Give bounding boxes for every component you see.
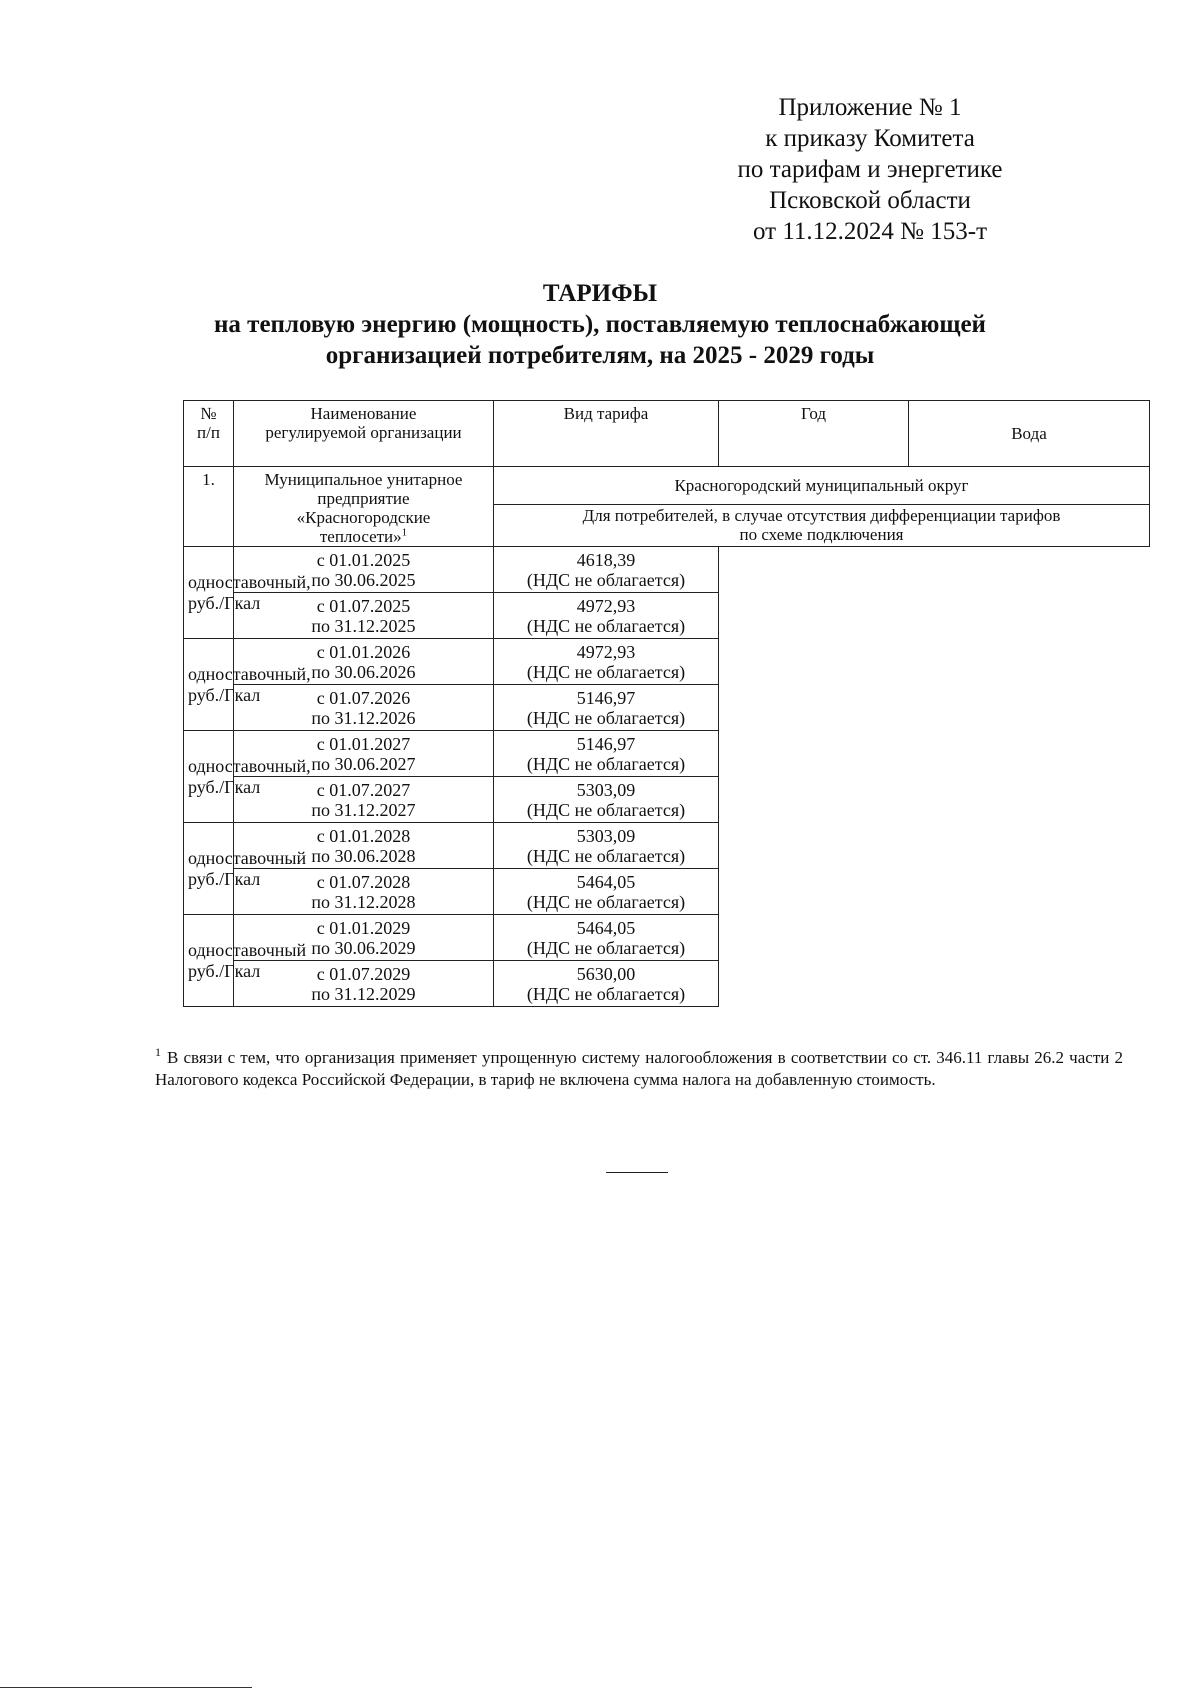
- appendix-line: Псковской области: [769, 187, 971, 214]
- organization-name: Муниципальное унитарное предприятие «Красногородские теплосети»$^1$: [234, 467, 494, 547]
- title-line: на тепловую энергию (мощность), поставляемую теплоснабжающей: [214, 311, 986, 338]
- tariff-period: с 01.01.2027 по 30.06.2027: [234, 731, 494, 777]
- table-header-row: [184, 401, 1150, 467]
- title-line: ТАРИФЫ: [542, 280, 658, 307]
- header-tariff-type: Вид тарифа: [494, 401, 719, 467]
- appendix-block: [700, 92, 1040, 247]
- tariff-table: [183, 400, 1150, 1007]
- tariff-period: с 01.07.2029 по 31.12.2029: [234, 961, 494, 1007]
- tariff-period: с 01.07.2028 по 31.12.2028: [234, 869, 494, 915]
- region-name: Красногородский муниципальный округ: [494, 467, 1150, 505]
- tariff-rows: [184, 547, 1150, 1007]
- end-divider: [606, 1172, 668, 1173]
- tariff-value: 5146,97 (НДС не облагается): [494, 731, 719, 777]
- tariff-value: 5630,00 (НДС не облагается): [494, 961, 719, 1007]
- footnote-reference: 1: [401, 526, 408, 539]
- tariff-type: одноставочный руб./Гкал: [184, 915, 234, 1007]
- appendix-line: по тарифам и энергетике: [737, 156, 1003, 183]
- consumer-group: Для потребителей, в случае отсутствия дифференциации тарифов по схеме подключения: [494, 504, 1150, 546]
- row-number: 1.: [184, 467, 234, 547]
- table-row: [184, 823, 1150, 869]
- tariff-value: 5303,09 (НДС не облагается): [494, 823, 719, 869]
- tariff-value: 4972,93 (НДС не облагается): [494, 593, 719, 639]
- header-number: № п/п: [184, 401, 234, 467]
- tariff-period: с 01.01.2025 по 30.06.2025: [234, 547, 494, 593]
- table-row: [184, 639, 1150, 685]
- table-row: [184, 869, 1150, 915]
- appendix-line: к приказу Комитета: [765, 125, 975, 152]
- footnote-mark: 1: [155, 1045, 161, 1060]
- tariff-type: одноставочный руб./Гкал: [184, 823, 234, 915]
- title-line: организацией потребителям, на 2025 - 2029 годы: [325, 342, 875, 369]
- appendix-line: от 11.12.2024 № 153-т: [752, 218, 988, 245]
- tariff-value: 4972,93 (НДС не облагается): [494, 639, 719, 685]
- table-row: [184, 547, 1150, 593]
- tariff-value: 5464,05 (НДС не облагается): [494, 915, 719, 961]
- table-row: [184, 685, 1150, 731]
- tariff-period: с 01.07.2026 по 31.12.2026: [234, 685, 494, 731]
- tariff-value: 5464,05 (НДС не облагается): [494, 869, 719, 915]
- tariff-period: с 01.01.2026 по 30.06.2026: [234, 639, 494, 685]
- table-row: [184, 915, 1150, 961]
- table-row: [184, 731, 1150, 777]
- header-year: Год: [719, 401, 909, 467]
- tariff-type: одноставочный, руб./Гкал: [184, 639, 234, 731]
- tariff-period: с 01.01.2029 по 30.06.2029: [234, 915, 494, 961]
- footnote: [155, 1047, 1123, 1091]
- tariff-type: одноставочный, руб./Гкал: [184, 547, 234, 639]
- header-water: Вода: [909, 401, 1150, 467]
- footnote-text: В связи с тем, что организация применяет упрощенную систему налогообложения в соответствии со ст. 346.11 главы 26.2 части 2 Налогового кодекса Российской Федерации, в тариф не включена сумма налога на добавленную стоимость.: [155, 1048, 1123, 1089]
- tariff-period: с 01.07.2027 по 31.12.2027: [234, 777, 494, 823]
- tariff-value: 5146,97 (НДС не облагается): [494, 685, 719, 731]
- document-title: [150, 278, 1050, 371]
- tariff-period: с 01.01.2028 по 30.06.2028: [234, 823, 494, 869]
- tariff-type: одноставочный, руб./Гкал: [184, 731, 234, 823]
- table-row: [184, 467, 1150, 505]
- tariff-value: 4618,39 (НДС не облагается): [494, 547, 719, 593]
- appendix-line: Приложение № 1: [778, 94, 962, 121]
- tariff-value: 5303,09 (НДС не облагается): [494, 777, 719, 823]
- bottom-divider: [0, 1687, 252, 1688]
- table-row: [184, 777, 1150, 823]
- header-organization: Наименование регулируемой организации: [234, 401, 494, 467]
- table-row: [184, 961, 1150, 1007]
- tariff-period: с 01.07.2025 по 31.12.2025: [234, 593, 494, 639]
- table-row: [184, 593, 1150, 639]
